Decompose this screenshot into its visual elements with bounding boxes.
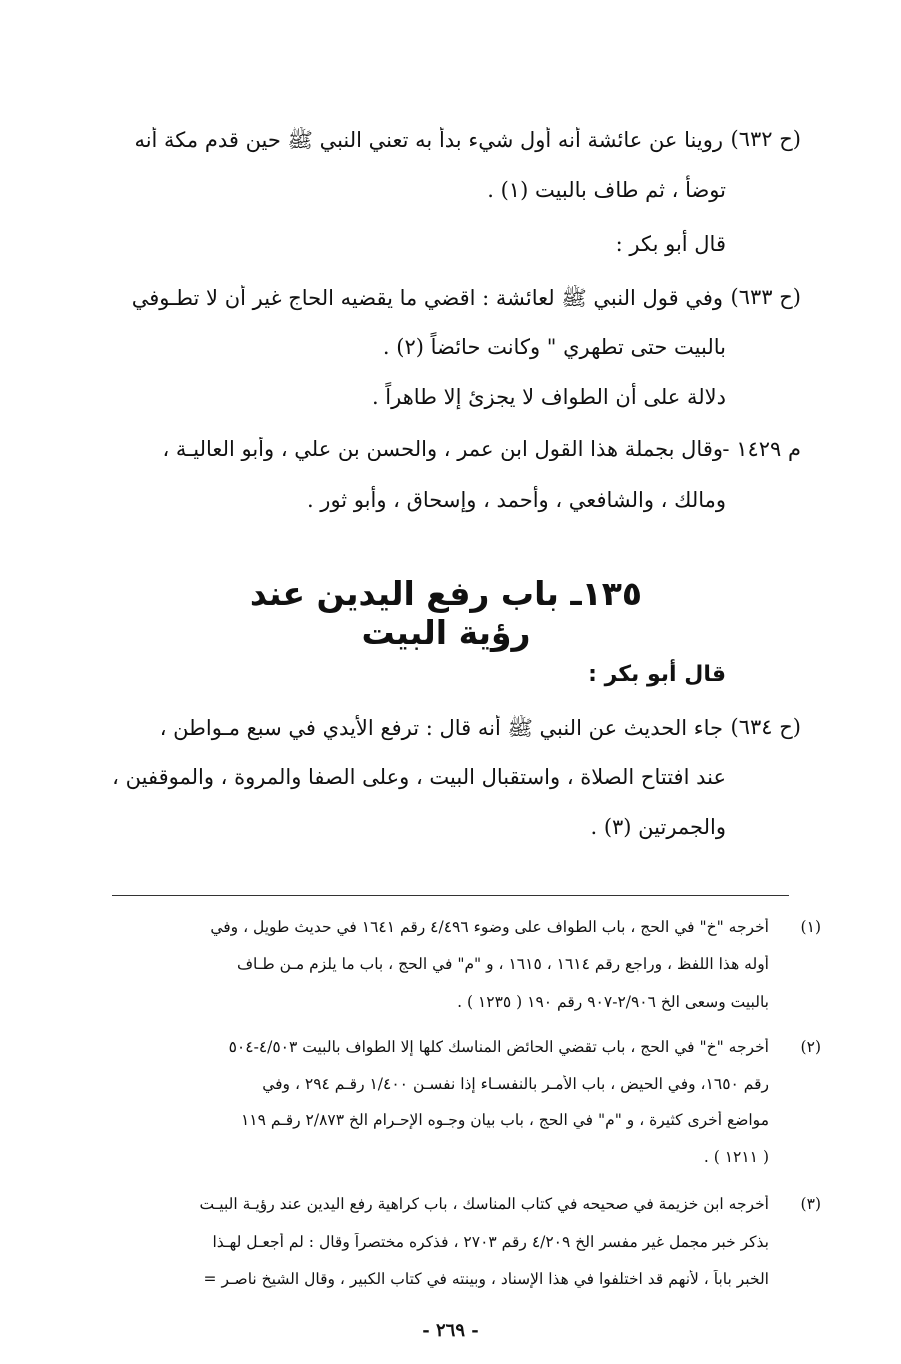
masala-1429-line-1: وقال بجملة هذا القول ابن عمر ، والحسن بن علي ، وأبو العاليـة ، — [162, 437, 723, 461]
footnote-2-line-2: رقم ١٦٥٠، وفي الحيض ، باب الأمـر بالنفسـاء إذا نفسـن ١/٤٠٠ رقـم ٢٩٤ ، وفي — [262, 1075, 769, 1093]
masala-1429-line-2: ومالك ، والشافعي ، وأحمد ، وإسحاق ، وأبو ثور . — [306, 488, 726, 512]
footnote-2-label: (٢) — [800, 1038, 821, 1056]
footnote-1-line-1: أخرجه "خ" في الحج ، باب الطواف على وضوء ٤/٤٩٦ رقم ١٦٤١ في حديث طويل ، وفي — [210, 918, 769, 936]
masala-1429-label: م ١٤٢٩ - — [722, 437, 801, 461]
hadith-633-line-1: وفي قول النبي ﷺ لعائشة : اقضي ما يقضيه الحاج غير أن لا تطـوفي — [131, 286, 723, 310]
footnote-3-line-3: الخبر باباً ، لأنهم قد اختلفوا في هذا الإسناد ، وبينته في كتاب الكبير ، وقال الشيخ ناصـر = — [203, 1270, 769, 1288]
hadith-634-line-1: جاء الحديث عن النبي ﷺ أنه قال : ترفع الأيدي في سبع مـواطن ، — [159, 716, 723, 740]
hadith-633-label: (ح ٦٣٣) — [730, 285, 801, 309]
footnote-separator — [112, 895, 789, 896]
footnote-3-line-2: بذكر خبر مجمل غير مفسر الخ ٤/٢٠٩ رقم ٢٧٠٣ ، فذكره مختصراً وقال : لم أجعـل لهـذا — [212, 1233, 769, 1251]
footnote-2-line-1: أخرجه "خ" في الحج ، باب تقضي الحائض المناسك كلها إلا الطواف بالبيت ٤/٥٠٣-٥٠٤ — [228, 1038, 769, 1056]
footnote-1-label: (١) — [800, 918, 821, 936]
chapter-title: ١٣٥ـ باب رفع اليدين عند رؤية البيت — [249, 574, 643, 652]
qal-abu-bakr-1: قال أبو بكر : — [615, 232, 726, 256]
footnote-1-line-2: أوله هذا اللفظ ، وراجع رقم ١٦١٤ ، ١٦١٥ ، و "م" في الحج ، باب ما يلزم مـن طـاف — [236, 955, 769, 973]
footnote-2-line-4: ( ١٢١١ ) . — [703, 1148, 769, 1166]
hadith-634-label: (ح ٦٣٤) — [730, 715, 801, 739]
footnote-2-line-3: مواضع أخرى كثيرة ، و "م" في الحج ، باب بيان وجـوه الإحـرام الخ ٢/٨٧٣ رقـم ١١٩ — [240, 1111, 769, 1129]
hadith-634-line-2: عند افتتاح الصلاة ، واستقبال البيت ، وعلى الصفا والمروة ، والموقفين ، — [112, 765, 726, 789]
hadith-632-line-2: توضأ ، ثم طاف بالبيت (١) . — [487, 178, 726, 202]
hadith-633-line-3: دلالة على أن الطواف لا يجزئ إلا طاهراً . — [371, 385, 726, 409]
hadith-634-line-3: والجمرتين (٣) . — [590, 815, 726, 839]
qal-abu-bakr-2: قال أبو بكر : — [588, 662, 726, 687]
hadith-632-line-1: روينا عن عائشة أنه أول شيء بدأ به تعني النبي ﷺ حين قدم مكة أنه — [134, 128, 723, 152]
footnote-1-line-3: بالبيت وسعى الخ ٢/٩٠٦-٩٠٧ رقم ١٩٠ ( ١٢٣٥ ) . — [457, 993, 769, 1011]
page-number: - ٢٦٩ - — [422, 1320, 479, 1341]
hadith-632-label: (ح ٦٣٢) — [730, 127, 801, 151]
hadith-633-line-2: بالبيت حتى تطهري " وكانت حائضاً (٢) . — [382, 335, 726, 359]
footnote-3-line-1: أخرجه ابن خزيمة في صحيحه في كتاب المناسك ، باب كراهية رفع اليدين عند رؤيـة البيـت — [199, 1195, 769, 1213]
footnote-3-label: (٣) — [800, 1195, 821, 1213]
